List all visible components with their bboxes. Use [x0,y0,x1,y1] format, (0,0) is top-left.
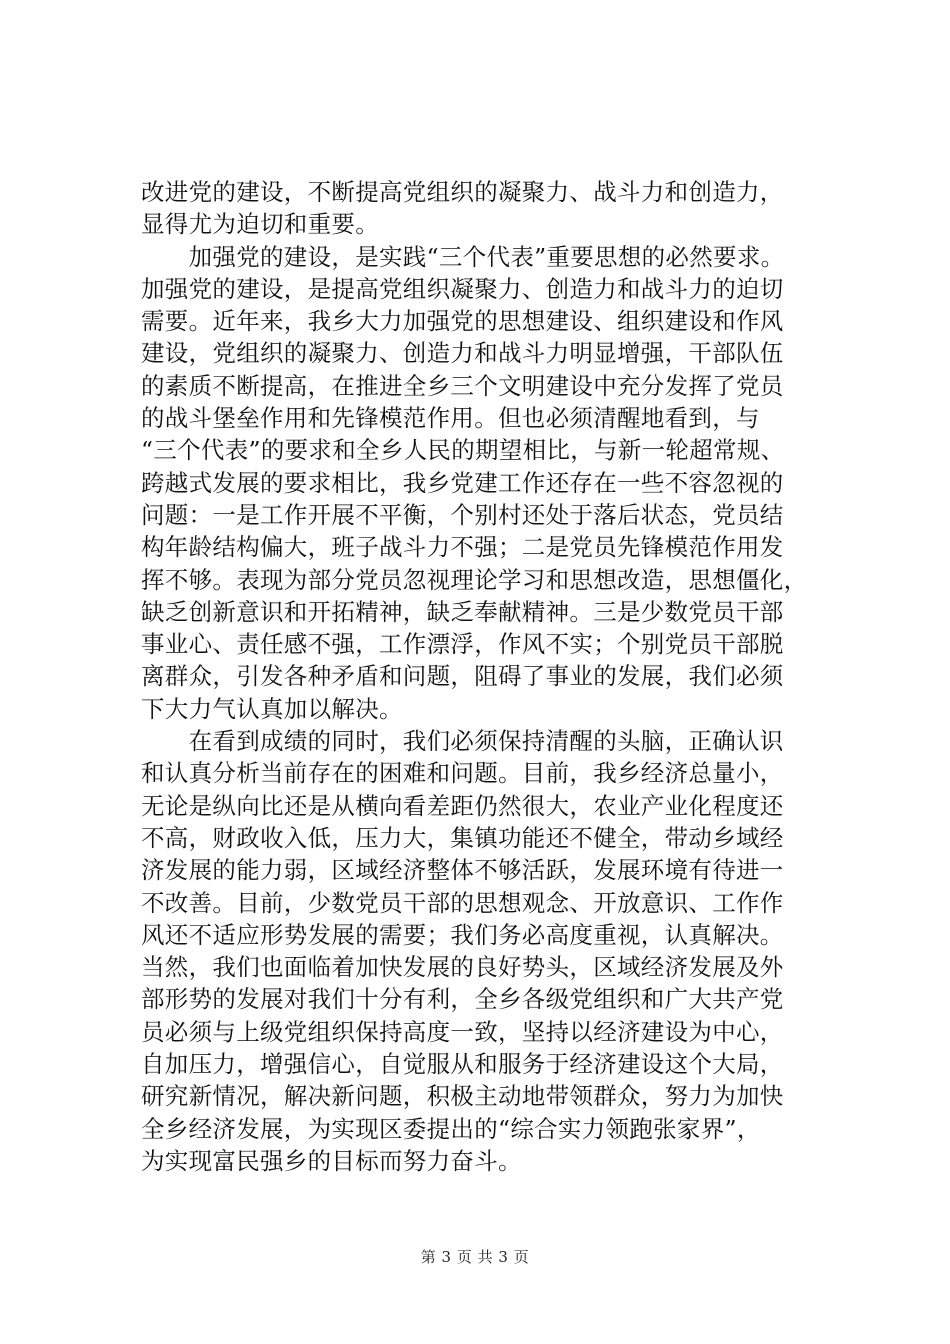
text-line: 部形势的发展对我们十分有利，全乡各级党组织和广大共产党 [141,985,784,1014]
text-line: 显得尤为迫切和重要。 [141,210,379,239]
text-line: 缺乏创新意识和开拓精神，缺乏奉献精神。三是少数党员干部 [141,597,784,626]
text-line: “三个代表”的要求和全乡人民的期望相比，与新一轮超常规、 [141,436,785,465]
text-line: 离群众，引发各种矛盾和问题，阻碍了事业的发展，我们必须 [141,662,784,691]
text-line: 为实现富民强乡的目标而努力奋斗。 [141,1146,522,1175]
body-text [141,176,841,1177]
text-line: 在看到成绩的同时，我们必须保持清醒的头脑，正确认识 [141,727,784,756]
text-line: 全乡经济发展，为实现区委提出的“综合实力领跑张家界”， [141,1114,761,1143]
text-line: 风还不适应形势发展的需要；我们务必高度重视，认真解决。 [141,920,784,949]
text-line: 的素质不断提高，在推进全乡三个文明建设中充分发挥了党员 [141,371,784,400]
text-line: 和认真分析当前存在的困难和问题。目前，我乡经济总量小， [141,759,784,788]
text-line: 不高，财政收入低，压力大，集镇功能还不健全，带动乡域经 [141,823,784,852]
page-number-label: 第 3 页 共 3 页 [420,1248,530,1266]
text-line: 不改善。目前，少数党员干部的思想观念、开放意识、工作作 [141,888,784,917]
text-line: 下大力气认真加以解决。 [141,694,403,723]
text-line: 员必须与上级党组织保持高度一致，坚持以经济建设为中心， [141,1017,784,1046]
text-line: 问题：一是工作开展不平衡，个别村还处于落后状态，党员结 [141,500,784,529]
text-line: 自加压力，增强信心，自觉服从和服务于经济建设这个大局， [141,1050,784,1079]
text-line: 需要。近年来，我乡大力加强党的思想建设、组织建设和作风 [141,307,784,336]
text-line: 构年龄结构偏大，班子战斗力不强；二是党员先锋模范作用发 [141,533,784,562]
text-line: 的战斗堡垒作用和先锋模范作用。但也必须清醒地看到，与 [141,404,760,433]
text-line: 挥不够。表现为部分党员忽视理论学习和思想改造，思想僵化， [141,565,808,594]
text-line: 事业心、责任感不强，工作漂浮，作风不实；个别党员干部脱 [141,630,784,659]
text-line: 跨越式发展的要求相比，我乡党建工作还存在一些不容忽视的 [141,468,784,497]
text-line: 加强党的建设，是实践“三个代表”重要思想的必然要求。 [141,242,785,271]
text-line: 改进党的建设，不断提高党组织的凝聚力、战斗力和创造力， [141,178,784,206]
text-line: 研究新情况，解决新问题，积极主动地带领群众，努力为加快 [141,1082,784,1111]
page-footer [0,1246,950,1267]
text-line: 无论是纵向比还是从横向看差距仍然很大，农业产业化程度还 [141,791,784,820]
text-line: 建设，党组织的凝聚力、创造力和战斗力明显增强，干部队伍 [141,339,784,368]
text-line: 当然，我们也面临着加快发展的良好势头，区域经济发展及外 [141,953,784,982]
text-line: 济发展的能力弱，区域经济整体不够活跃，发展环境有待进一 [141,856,784,885]
text-line: 加强党的建设，是提高党组织凝聚力、创造力和战斗力的迫切 [141,274,784,303]
